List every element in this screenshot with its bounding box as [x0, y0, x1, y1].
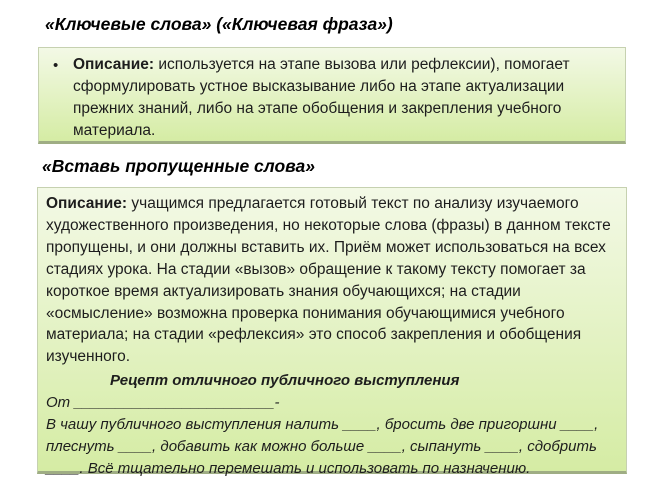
description-body: используется на этапе вызова или рефлексии), помогает сформулировать устное высказывание либо на этапе актуализации прежних знаний, либо на этапе обобщения и закрепления учебного материала. [73, 56, 570, 139]
heading-insert-missing-words: «Вставь пропущенные слова» [42, 156, 315, 176]
heading-key-words: «Ключевые слова» («Ключевая фраза») [45, 14, 393, 34]
recipe-line: В чашу публичного выступления налить ____, бросить две пригоршни ____, [46, 416, 599, 433]
description-box-insert-words [37, 187, 627, 477]
bullet-marker: • [53, 57, 59, 74]
description-box-key-words [38, 47, 626, 144]
recipe-line: ____. Всё тщательно перемешать и использовать по назначению. [46, 460, 531, 477]
recipe-line: плеснуть ____, добавить как можно больше ____, сыпануть ____, сдобрить [46, 438, 597, 455]
description-label: Описание: [46, 195, 128, 212]
description-body: учащимся предлагается готовый текст по анализу изучаемого художественного произведения, но некоторые слова (фразы) в данном тексте пропущены, и они должны вставить их. Приём может использоваться на всех стадиях урока. На стадии «вызов» обращение к такому тексту помогает за короткое время актуализировать знания обучающихся; на стадии «осмысление» возможна проверка понимания обучающимися учебного материала; на стадии «рефлексия» это способ закрепления и обобщения изученного. [46, 195, 611, 366]
recipe-title: Рецепт отличного публичного выступления [110, 372, 460, 389]
description-paragraph [73, 48, 615, 142]
recipe-example-block [46, 370, 618, 480]
description-paragraph [38, 188, 626, 368]
recipe-line-from: От ________________________- [46, 394, 280, 411]
description-label: Описание: [73, 56, 155, 73]
